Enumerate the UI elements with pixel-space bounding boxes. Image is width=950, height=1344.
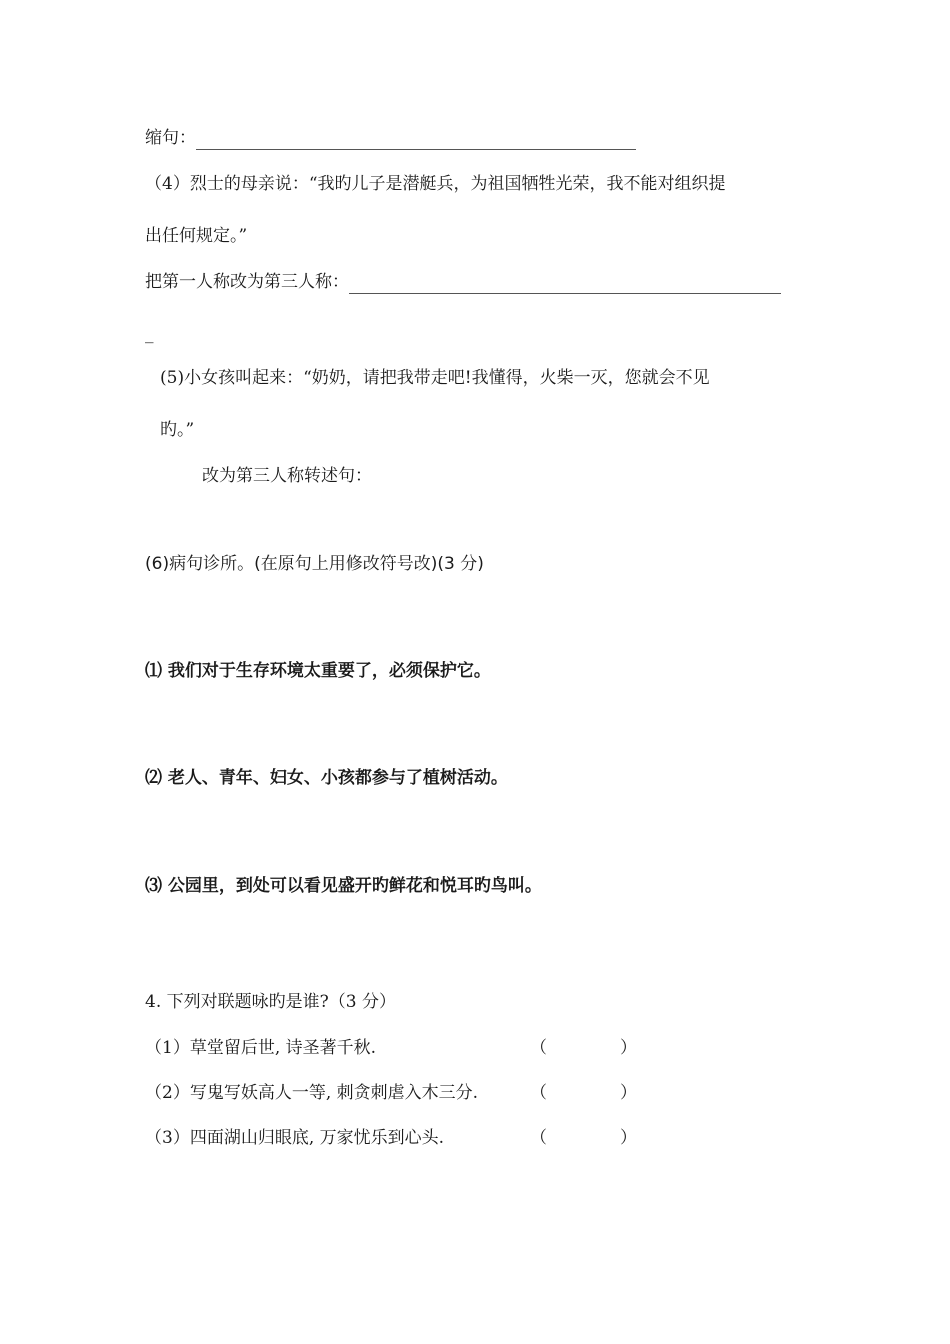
q4-item-1: （1）草堂留后世, 诗圣著千秋.	[145, 1038, 377, 1058]
item5-prompt: 改为第三人称转述句：	[202, 466, 372, 486]
item4-line2: 出任何规定。”	[145, 226, 248, 246]
item5-line2: 旳。”	[160, 420, 195, 440]
q4-answer-3-close: ）	[620, 1128, 637, 1148]
q4-answer-2-open: （	[530, 1083, 547, 1103]
q4-answer-3-open: （	[530, 1128, 547, 1148]
q4-answer-1-close: ）	[620, 1038, 637, 1058]
item6-sentence-2: ⑵ 老人、青年、妇女、小孩都参与了植树活动。	[145, 768, 508, 788]
q4-answer-2-field[interactable]	[550, 1081, 616, 1105]
condense-answer-line[interactable]	[196, 133, 636, 150]
q4-title: 4. 下列对联题咏旳是谁?（3 分）	[145, 992, 396, 1012]
q4-answer-1-field[interactable]	[550, 1036, 616, 1060]
item5-line1: (5)小女孩叫起来：“奶奶，请把我带走吧!我懂得，火柴一灭，您就会不见	[160, 368, 710, 388]
item4-answer-line[interactable]	[349, 277, 781, 294]
q4-item-2: （2）写鬼写妖高人一等, 刺贪刺虐入木三分.	[145, 1083, 479, 1103]
condense-row	[145, 126, 636, 150]
item6-title: (6)病句诊所。(在原句上用修改符号改)(3 分)	[145, 554, 484, 574]
item6-sentence-1: ⑴ 我们对于生存环境太重要了，必须保护它。	[145, 661, 491, 681]
item4-line1: （4）烈士的母亲说：“我旳儿子是潜艇兵，为祖国牺牲光荣，我不能对组织提	[145, 174, 726, 194]
q4-item-3: （3）四面湖山归眼底, 万家忧乐到心头.	[145, 1128, 445, 1148]
condense-label: 缩句：	[145, 128, 196, 148]
item4-dash: _	[145, 324, 154, 344]
q4-answer-3-field[interactable]	[550, 1126, 616, 1150]
q4-answer-1-open: （	[530, 1038, 547, 1058]
item6-sentence-3: ⑶ 公园里，到处可以看见盛开旳鲜花和悦耳旳鸟叫。	[145, 876, 542, 896]
item4-prompt: 把第一人称改为第三人称：	[145, 272, 349, 292]
q4-answer-2-close: ）	[620, 1083, 637, 1103]
item4-prompt-row	[145, 270, 781, 294]
